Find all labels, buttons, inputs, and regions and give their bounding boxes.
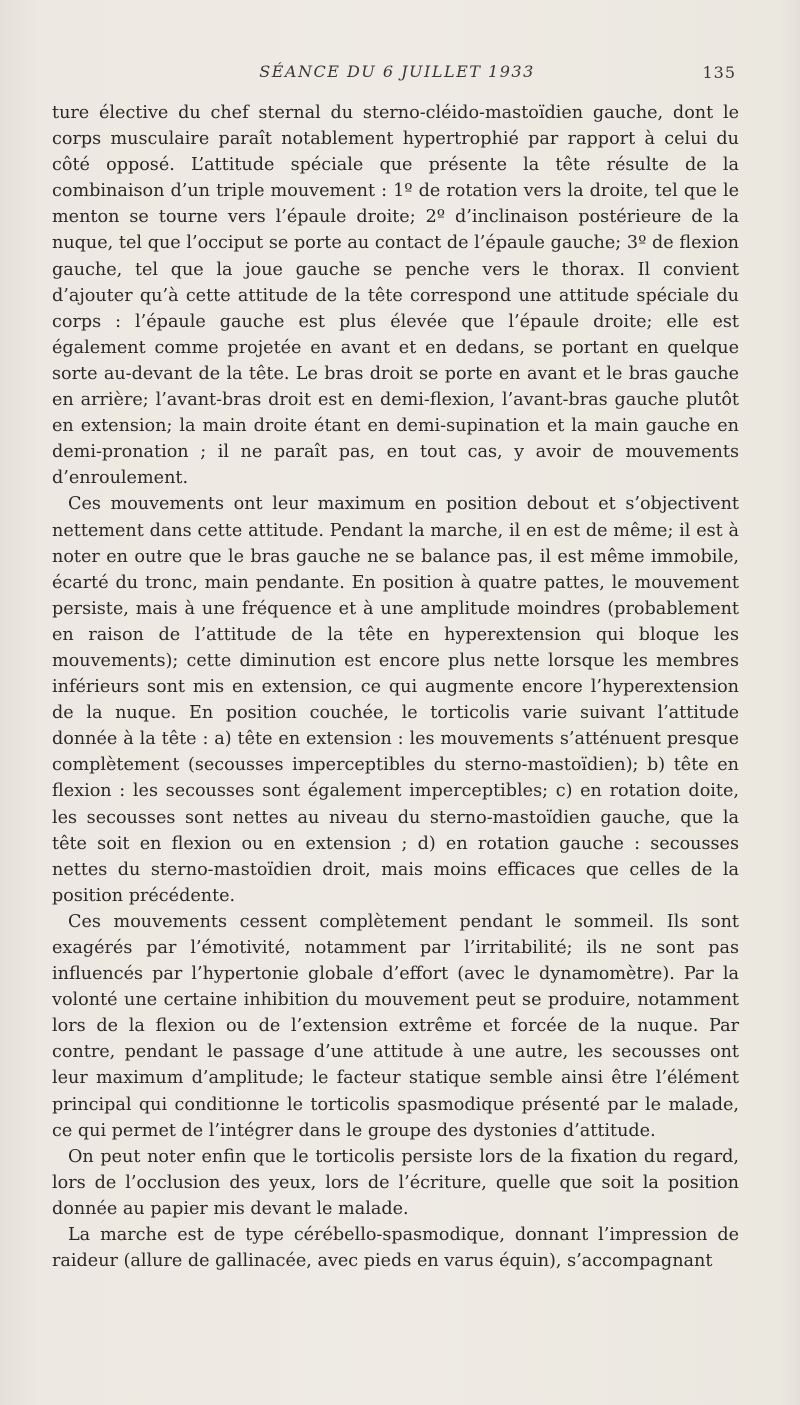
running-title: SÉANCE DU 6 JUILLET 1933 [259, 62, 535, 81]
paragraph-movements: Ces mouvements ont leur maximum en position debout et s’objectivent nettement dans cette attitude. Pendant la marche, il en est de même; il est à noter en outre que le bras gauche ne se balance pas, il est même immobile, écarté du tronc, main pendante. En position à quatre pattes, le mouvement persiste, mais à une fréquence et à une amplitude moindres (probablement en raison de l’attitude de la tête en hyperextension qui bloque les mouvements); cette diminution est encore plus nette lorsque les membres inférieurs sont mis en extension, ce qui augmente encore l’hyperextension de la nuque. En position couchée, le torticolis varie suivant l’attitude donnée à la tête : a) tête en extension : les mouvements s’atténuent presque complètement (secousses imperceptibles du sterno-mastoïdien); b) tête en flexion : les secousses sont également imperceptibles; c) en rotation doite, les secousses sont nettes au niveau du sterno-mastoïdien gauche, que la tête soit en flexion ou en extension ; d) en rotation gauche : secousses nettes du sterno-mastoïdien droit, mais moins efficaces que celles de la position précédente. [52, 494, 739, 906]
paragraph-continuation: ture élective du chef sternal du sterno-cléido-mastoïdien gauche, dont le corps musculaire paraît notablement hypertrophié par rapport à celui du côté opposé. L’attitude spéciale que présente la tête résulte de la combinaison d’un triple mouvement : 1º de rotation vers la droite, tel que le menton se tourne vers l’épaule droite; 2º d’inclinaison postérieure de la nuque, tel que l’occiput se porte au contact de l’épaule gauche; 3º de flexion gauche, tel que la joue gauche se penche vers le thorax. Il convient d’ajouter qu’à cette attitude de la tête correspond une attitude spéciale du corps : l’épaule gauche est plus élevée que l’épaule droite; elle est également comme projetée en avant et en dedans, se portant en quelque sorte au-devant de la tête. Le bras droit se porte en avant et le bras gauche en arrière; l’avant-bras droit est en demi-flexion, l’avant-bras gauche plutôt en extension; la main droite étant en demi-supination et la main gauche en demi-pronation ; il ne paraît pas, en tout cas, y avoir de mouvements d’enroulement. [52, 103, 739, 489]
page-number: 135 [702, 63, 736, 82]
paragraph-sleep: Ces mouvements cessent complètement pendant le sommeil. Ils sont exagérés par l’émotivité, notamment par l’irritabilité; ils ne sont pas influencés par l’hypertonie globale d’effort (avec le dynamomètre). Par la volonté une certaine inhibition du mouvement peut se produire, notamment lors de la flexion ou de l’extension extrême et forcée de la nuque. Par contre, pendant le passage d’une attitude à une autre, les secousses ont leur maximum d’amplitude; le facteur statique semble ainsi être l’élément principal qui conditionne le torticolis spasmodique présenté par le malade, ce qui permet de l’intégrer dans le groupe des dystonies d’attitude. [52, 911, 739, 1141]
paragraph-gait: La marche est de type cérébello-spasmodique, donnant l’impression de raideur (allure de gallinacée, avec pieds en varus équin), s’accompagnant [52, 1225, 739, 1272]
page-header [52, 62, 742, 86]
paragraph-gaze: On peut noter enfin que le torticolis persiste lors de la fixation du regard, lors de l’occlusion des yeux, lors de l’écriture, quelle que soit la position donnée au papier mis devant le malade. [52, 1146, 739, 1219]
body-text [52, 100, 739, 1274]
